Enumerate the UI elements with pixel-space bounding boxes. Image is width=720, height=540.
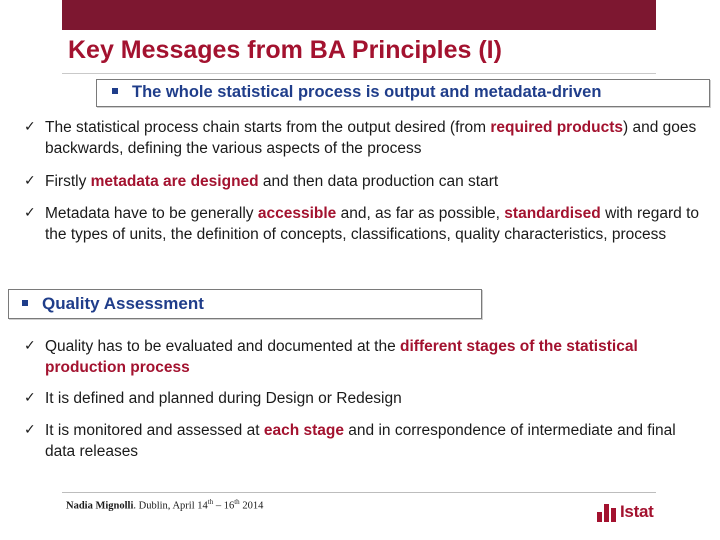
text-run: It is defined and planned during Design or Redesign xyxy=(45,390,402,407)
text-run: with regard to the types of units, the definition of concepts, classifications, quality characteristics, process xyxy=(45,205,699,243)
highlight-text: different stages of the statistical production process xyxy=(45,338,638,376)
highlight-text: required products xyxy=(490,119,624,136)
slide-title: Key Messages from BA Principles (I) xyxy=(68,36,502,64)
section-2-heading-text: Quality Assessment xyxy=(42,294,204,313)
footer-year: 2014 xyxy=(239,500,264,512)
list-item-text xyxy=(45,420,710,462)
checkmark-icon: ✓ xyxy=(24,338,36,354)
list-item xyxy=(24,420,710,462)
highlight-text: accessible xyxy=(257,205,337,222)
footer-divider xyxy=(62,492,656,493)
list-item-text xyxy=(45,171,710,192)
footer-ordinal: th xyxy=(234,498,240,506)
top-header-bar xyxy=(62,0,656,30)
text-run: ) and goes backwards, defining the various aspects of the process xyxy=(45,119,697,157)
section-2-heading xyxy=(22,294,204,314)
checkmark-icon: ✓ xyxy=(24,173,36,189)
checkmark-icon: ✓ xyxy=(24,390,36,406)
list-item-text xyxy=(45,203,710,245)
list-item-text xyxy=(45,117,710,159)
list-item xyxy=(24,171,710,192)
footer-ordinal: th xyxy=(207,498,214,506)
highlight-text: standardised xyxy=(504,205,601,222)
footer-author: Nadia Mignolli xyxy=(66,500,134,512)
footer-range: – 16 xyxy=(213,500,235,512)
list-item xyxy=(24,117,710,159)
text-run: Firstly xyxy=(45,173,91,190)
istat-logo xyxy=(597,500,667,524)
text-run: and in correspondence of intermediate and final data releases xyxy=(45,422,676,460)
checkmark-icon: ✓ xyxy=(24,422,36,438)
text-run: Quality has to be evaluated and documented at the xyxy=(45,338,401,355)
text-run: and then data production can start xyxy=(258,173,499,190)
checkmark-icon: ✓ xyxy=(24,205,36,221)
checkmark-icon: ✓ xyxy=(24,119,36,135)
bars-logo-icon xyxy=(597,504,617,522)
section-1-heading xyxy=(112,83,601,102)
text-run: Metadata have to be generally xyxy=(45,205,258,222)
text-run: It is monitored and assessed at xyxy=(45,422,264,439)
list-item xyxy=(24,388,710,409)
logo-text: Istat xyxy=(620,502,654,521)
footer-credit: Nadia Mignolli. Dublin, April 14th – 16th 2014 xyxy=(66,498,264,512)
list-item xyxy=(24,203,710,245)
highlight-text: each stage xyxy=(263,422,344,439)
list-item xyxy=(24,336,710,378)
highlight-text: metadata are designed xyxy=(90,173,259,190)
list-item-text xyxy=(45,388,710,409)
section-1-heading-text: The whole statistical process is output and metadata-driven xyxy=(132,83,602,101)
text-run: and, as far as possible, xyxy=(336,205,505,222)
footer-city-date: Dublin, April 14 xyxy=(138,500,208,512)
square-bullet-icon xyxy=(112,88,118,94)
text-run: The statistical process chain starts from the output desired (from xyxy=(45,119,491,136)
list-item-text xyxy=(45,336,710,378)
square-bullet-icon xyxy=(22,300,28,306)
title-divider xyxy=(62,73,656,74)
